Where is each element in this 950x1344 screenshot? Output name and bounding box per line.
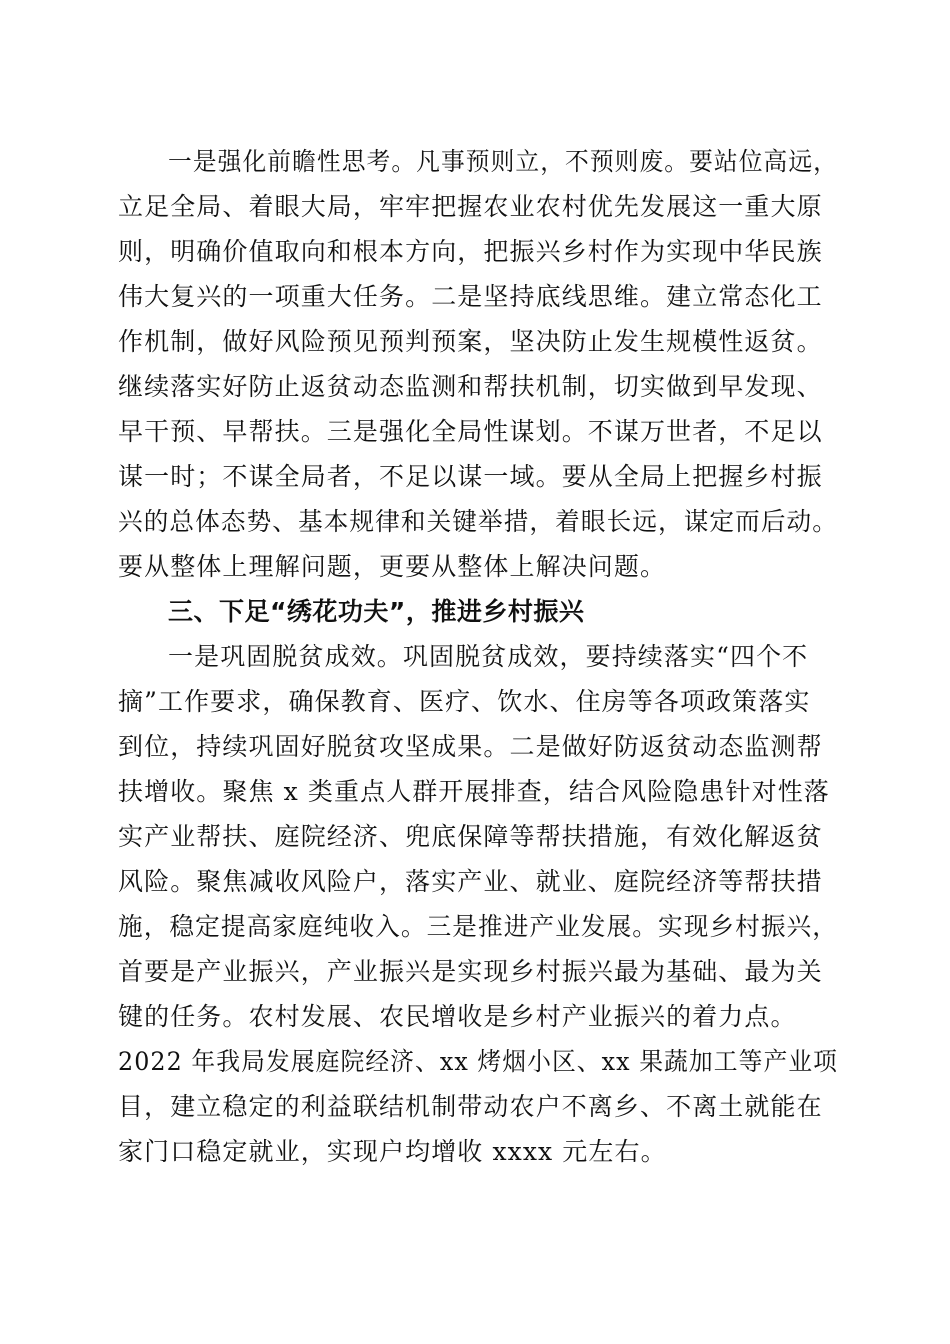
paragraph-line: 2022 年我局发展庭院经济、xx 烤烟小区、xx 果蔬加工等产业项 [118, 1047, 838, 1076]
paragraph-line: 继续落实好防止返贫动态监测和帮扶机制，切实做到早发现、 [118, 372, 823, 401]
section-heading: 三、下足“绣花功夫”，推进乡村振兴 [168, 597, 585, 626]
paragraph-line: 兴的总体态势、基本规律和关键举措，着眼长远，谋定而后动。 [118, 507, 838, 536]
paragraph-line: 则，明确价值取向和根本方向，把振兴乡村作为实现中华民族 [118, 237, 823, 266]
paragraph-line: 要从整体上理解问题，更要从整体上解决问题。 [118, 552, 667, 581]
paragraph-line: 到位，持续巩固好脱贫攻坚成果。二是做好防返贫动态监测帮 [118, 732, 823, 761]
paragraph-line: 立足全局、着眼大局，牢牢把握农业农村优先发展这一重大原 [118, 192, 823, 221]
paragraph-line: 键的任务。农村发展、农民增收是乡村产业振兴的着力点。 [118, 1002, 797, 1031]
paragraph-line: 作机制，做好风险预见预判预案，坚决防止发生规模性返贫。 [118, 327, 823, 356]
paragraph-line: 实产业帮扶、庭院经济、兜底保障等帮扶措施，有效化解返贫 [118, 822, 823, 851]
paragraph-line: 摘”工作要求，确保教育、医疗、饮水、住房等各项政策落实 [118, 687, 811, 716]
paragraph-line: 伟大复兴的一项重大任务。二是坚持底线思维。建立常态化工 [118, 282, 823, 311]
paragraph-line: 早干预、早帮扶。三是强化全局性谋划。不谋万世者，不足以 [118, 417, 823, 446]
paragraph-line: 首要是产业振兴，产业振兴是实现乡村振兴最为基础、最为关 [118, 957, 823, 986]
paragraph-line: 一是巩固脱贫成效。巩固脱贫成效，要持续落实“四个不 [168, 642, 809, 671]
paragraph-line: 家门口稳定就业，实现户均增收 xxxx 元左右。 [118, 1137, 667, 1166]
paragraph-line: 扶增收。聚焦 x 类重点人群开展排查，结合风险隐患针对性落 [118, 777, 830, 806]
paragraph-line: 目，建立稳定的利益联结机制带动农户不离乡、不离土就能在 [118, 1092, 823, 1121]
paragraph-line: 施，稳定提高家庭纯收入。三是推进产业发展。实现乡村振兴， [118, 912, 838, 941]
paragraph-line: 风险。聚焦减收风险户，落实产业、就业、庭院经济等帮扶措 [118, 867, 823, 896]
paragraph-line: 谋一时；不谋全局者，不足以谋一域。要从全局上把握乡村振 [118, 462, 823, 491]
paragraph-line: 一是强化前瞻性思考。凡事预则立，不预则废。要站位高远， [168, 147, 838, 176]
